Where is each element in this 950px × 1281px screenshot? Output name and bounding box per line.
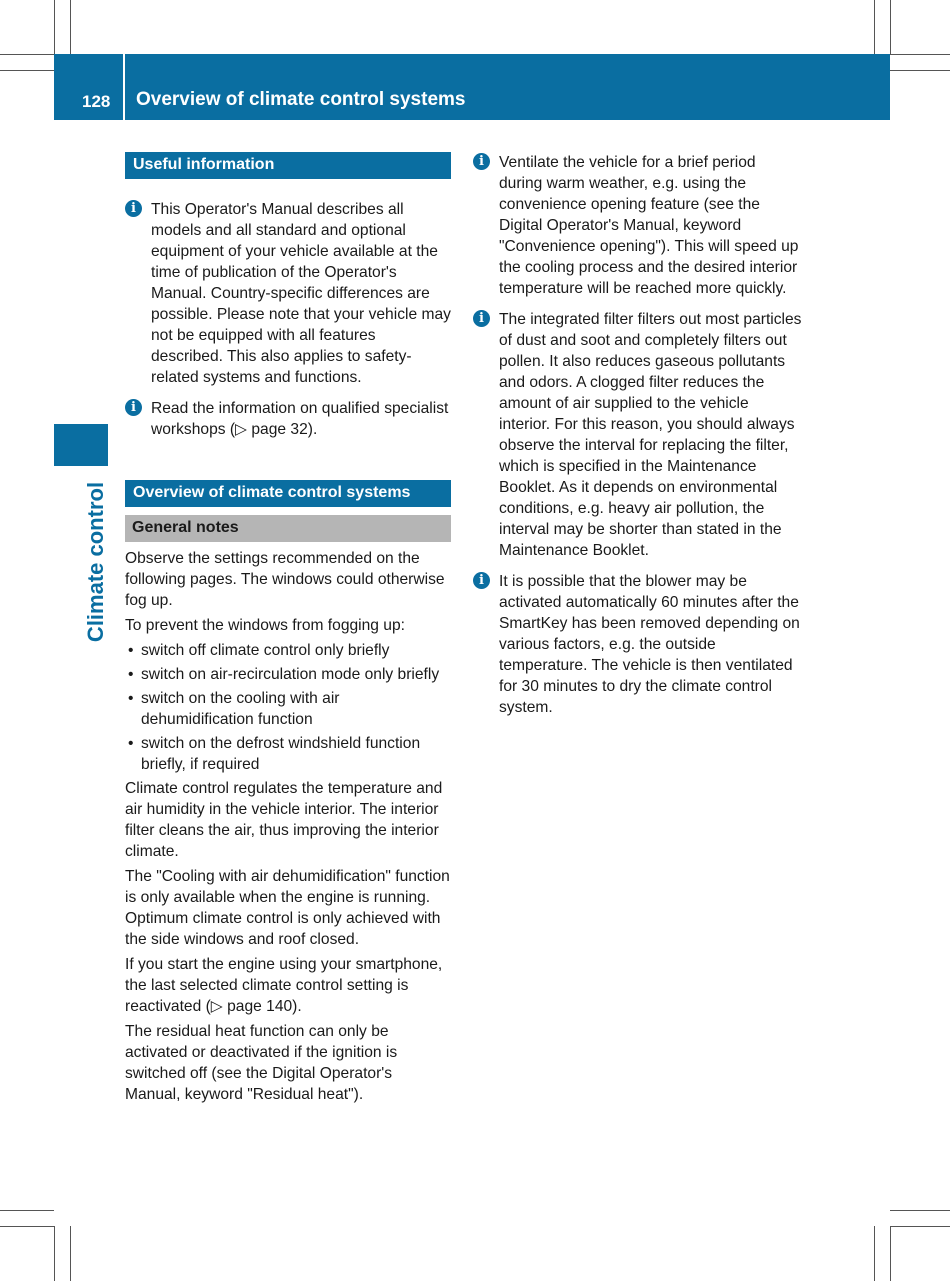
crop-mark [70,1226,71,1281]
crop-mark [890,0,891,54]
subheading-general-notes: General notes [125,515,451,542]
page-title: Overview of climate control systems [136,89,466,110]
info-icon: i [473,572,490,589]
crop-mark [874,1226,875,1281]
info-note [473,152,803,299]
header-divider [123,54,125,120]
crop-mark [890,70,950,71]
info-icon: i [473,153,490,170]
crop-mark [890,54,950,55]
info-note [473,309,803,561]
right-column [473,152,803,728]
info-icon: i [125,200,142,217]
crop-mark [54,1226,55,1281]
crop-mark [0,1210,54,1211]
list-item: • switch on the cooling with air dehumidification function [125,688,451,730]
crop-mark [890,1210,950,1211]
crop-mark [0,70,54,71]
list-item: • switch off climate control only briefly [125,640,451,661]
info-note-text: The integrated filter filters out most particles of dust and soot and completely filters out pollen. It also reduces gaseous pollutants and odors. A clogged filter reduces the amount of air supplied to the vehicle interior. For this reason, you should always observe the interval for replacing the filter, which is specified in the Maintenance Booklet. As it depends on environmental conditions, e.g. heavy air pollution, the interval may be shorter than stated in the Maintenance Booklet. [499,311,802,559]
info-note-text: Read the information on qualified specialist workshops (▷ page 32). [151,400,449,438]
info-note-text: This Operator's Manual describes all models and all standard and optional equipment of your vehicle available at the time of publication of the Operator's Manual. Country-specific differences are possible. Please note that your vehicle may not be equipped with all features described. This also applies to safety-related systems and functions. [151,201,451,386]
list-item: • switch on air-recirculation mode only briefly [125,664,451,685]
left-column [125,152,451,1109]
crop-mark [890,1226,950,1227]
section-heading-useful-information: Useful information [125,152,451,179]
list-item: • switch on the defrost windshield function briefly, if required [125,733,451,775]
info-note [473,571,803,718]
crop-mark [54,0,55,54]
info-note [125,199,451,388]
body-paragraph: The "Cooling with air dehumidification" function is only available when the engine is running. Optimum climate control is only achieved with the side windows and roof closed. [125,868,450,948]
crop-mark [0,54,54,55]
bullet-list [125,640,451,775]
body-paragraph: If you start the engine using your smartphone, the last selected climate control setting is reactivated (▷ page 140). [125,956,443,1015]
body-paragraph: The residual heat function can only be activated or deactivated if the ignition is switched off (see the Digital Operator's Manual, keyword "Residual heat"). [125,1023,398,1103]
crop-mark [0,1226,54,1227]
section-heading-overview: Overview of climate control systems [125,480,451,507]
side-tab-label: Climate control [83,481,108,643]
info-icon: i [125,399,142,416]
page-number: 128 [82,92,111,111]
body-paragraph: Climate control regulates the temperature and air humidity in the vehicle interior. The interior filter cleans the air, thus improving the interior climate. [125,780,443,860]
side-tab-block [54,424,108,466]
info-note [125,398,451,440]
info-note-text: Ventilate the vehicle for a brief period during warm weather, e.g. using the convenience opening feature (see the Digital Operator's Manual, keyword "Convenience opening"). This will speed up the cooling process and the desired interior temperature will be reached more quickly. [499,154,799,297]
crop-mark [890,1226,891,1281]
info-icon: i [473,310,490,327]
body-paragraph: To prevent the windows from fogging up: [125,617,405,634]
crop-mark [874,0,875,54]
crop-mark [70,0,71,54]
body-paragraph: Observe the settings recommended on the following pages. The windows could otherwise fog up. [125,550,445,609]
info-note-text: It is possible that the blower may be activated automatically 60 minutes after the SmartKey has been removed depending on various factors, e.g. the outside temperature. The vehicle is then ventilated for 30 minutes to dry the climate control system. [499,573,800,716]
